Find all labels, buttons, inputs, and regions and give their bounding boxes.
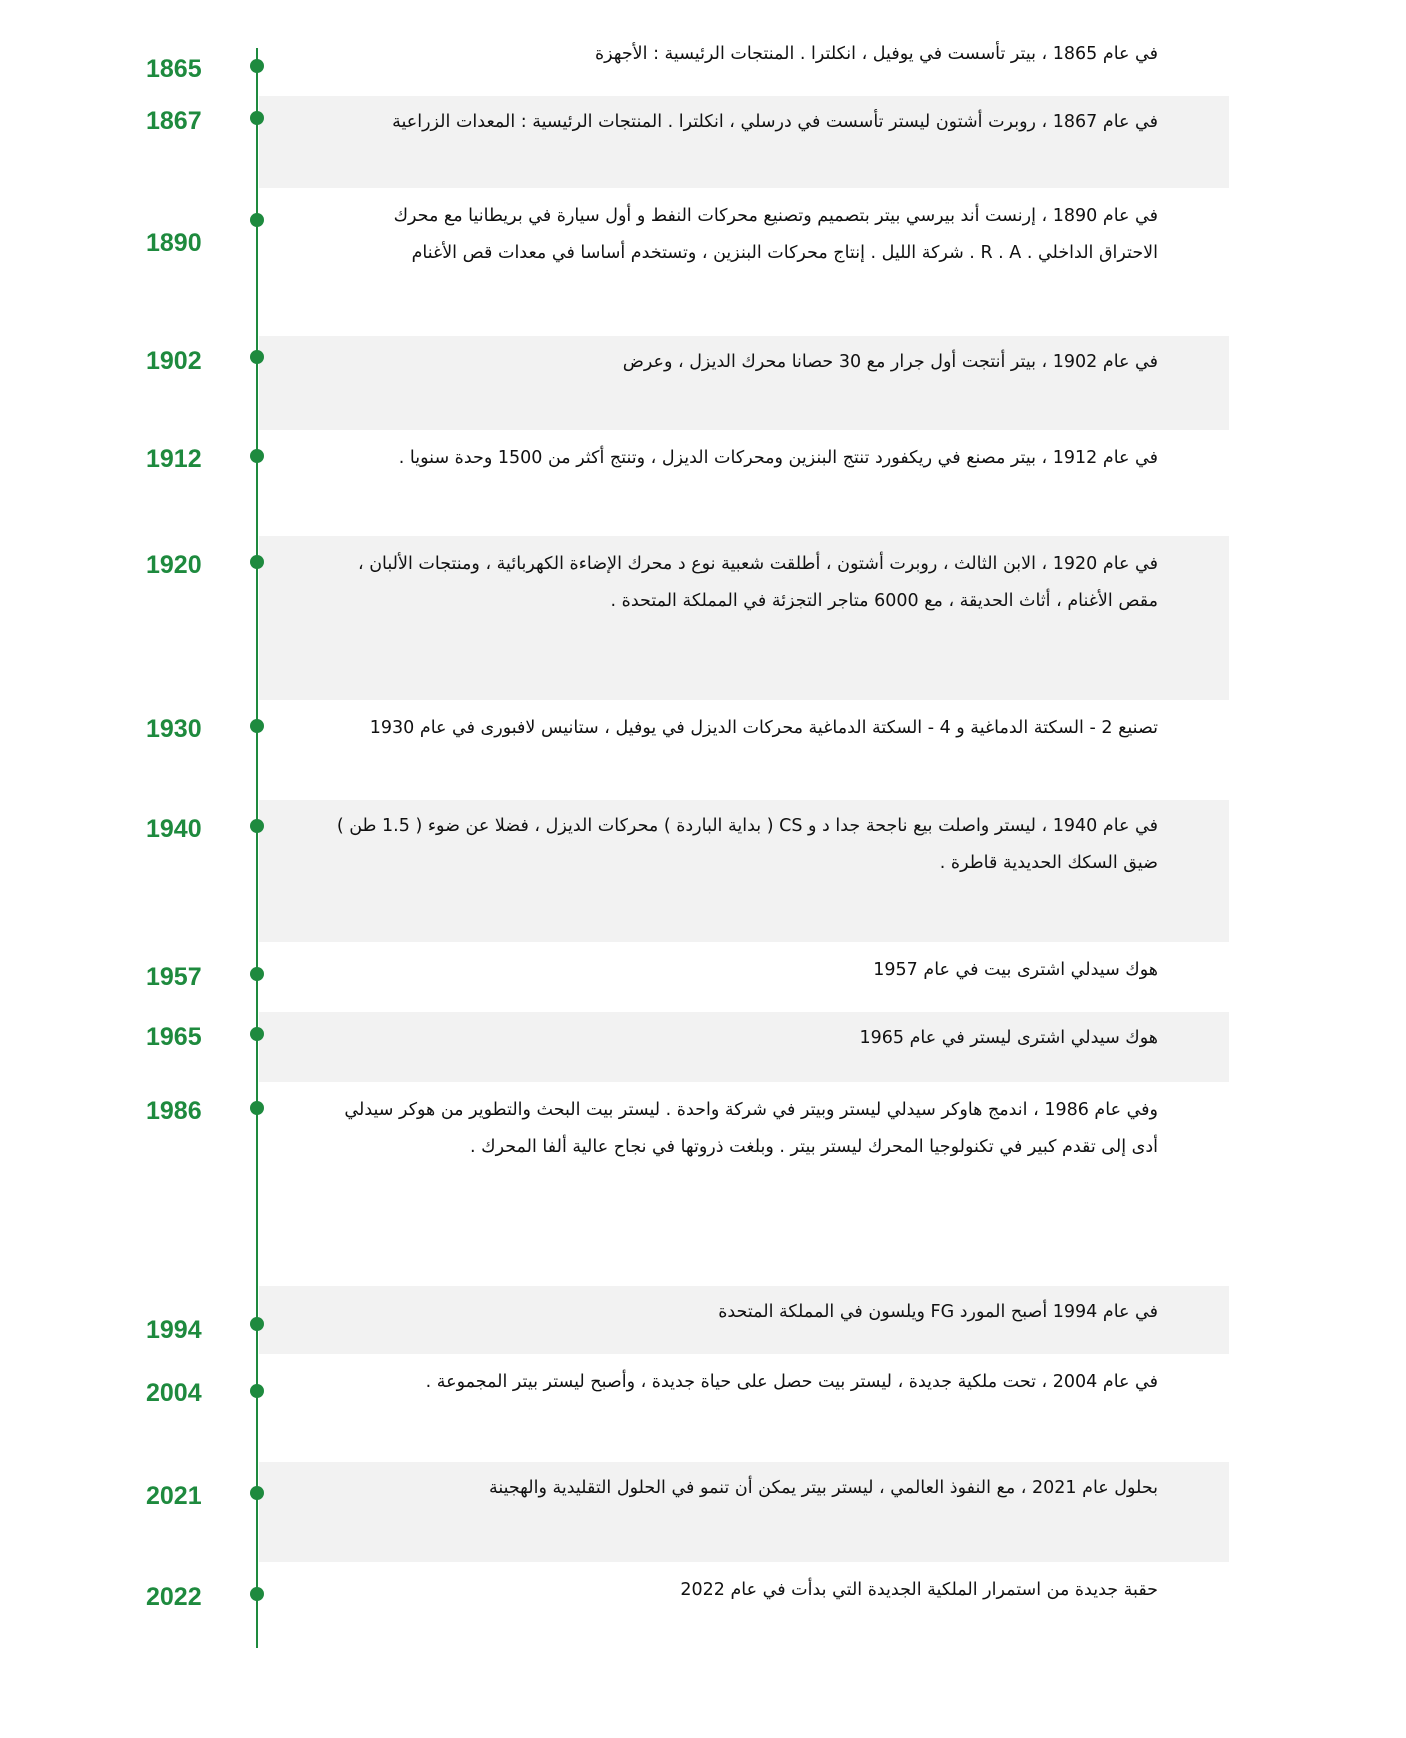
timeline-entry bbox=[0, 1462, 1406, 1562]
timeline-entry bbox=[0, 1354, 1406, 1462]
entry-description: هوك سيدلي اشترى ليستر في عام 1965 bbox=[859, 1028, 1158, 1048]
entry-year: 2021 bbox=[146, 1482, 202, 1510]
entry-year: 1965 bbox=[146, 1023, 202, 1051]
entry-description: في عام 1940 ، ليستر واصلت بيع ناجحة جدا د و CS ( بداية الباردة ) محركات الديزل ، فضلا عن ضوء ( 1.5 طن ) ضيق السكك الحديدية قاطرة . bbox=[336, 816, 1158, 873]
entry-year: 1890 bbox=[146, 229, 202, 257]
timeline-entry bbox=[0, 1082, 1406, 1286]
entry-description: بحلول عام 2021 ، مع النفوذ العالمي ، ليستر بيتر يمكن أن تنمو في الحلول التقليدية والهجينة bbox=[488, 1478, 1158, 1498]
entry-description: تصنيع 2 - السكتة الدماغية و 4 - السكتة الدماغية محركات الديزل في يوفيل ، ستانيس لافبورى في عام 1930 bbox=[369, 718, 1158, 738]
timeline-entry bbox=[0, 16, 1406, 96]
timeline-dot-icon bbox=[250, 111, 264, 125]
timeline-entry bbox=[0, 536, 1406, 700]
entry-year: 1957 bbox=[146, 963, 202, 991]
timeline-entry bbox=[0, 336, 1406, 430]
timeline-dot-icon bbox=[250, 1587, 264, 1601]
entry-year: 2004 bbox=[146, 1379, 202, 1407]
entry-year: 1902 bbox=[146, 347, 202, 375]
entry-year: 1940 bbox=[146, 815, 202, 843]
entry-year: 1930 bbox=[146, 715, 202, 743]
timeline-dot-icon bbox=[250, 719, 264, 733]
timeline-dot-icon bbox=[250, 819, 264, 833]
timeline-dot-icon bbox=[250, 213, 264, 227]
entry-description: في عام 2004 ، تحت ملكية جديدة ، ليستر بيت حصل على حياة جديدة ، وأصبح ليستر بيتر المجموعة . bbox=[425, 1372, 1158, 1392]
entry-description: في عام 1902 ، بيتر أنتجت أول جرار مع 30 حصانا محرك الديزل ، وعرض bbox=[622, 352, 1158, 372]
timeline-dot-icon bbox=[250, 1317, 264, 1331]
timeline-entry bbox=[0, 96, 1406, 188]
timeline-entry bbox=[0, 1012, 1406, 1082]
entry-description: هوك سيدلي اشترى بيت في عام 1957 bbox=[873, 960, 1158, 980]
timeline-entry bbox=[0, 1562, 1406, 1652]
timeline-dot-icon bbox=[250, 1027, 264, 1041]
entry-description: في عام 1912 ، بيتر مصنع في ريكفورد تنتج البنزين ومحركات الديزل ، وتنتج أكثر من 1500 وحدة سنويا . bbox=[398, 448, 1158, 468]
entry-description: في عام 1920 ، الابن الثالث ، روبرت أشتون ، أطلقت شعبية نوع د محرك الإضاءة الكهربائية ، ومنتجات الألبان ، مقص الأغنام ، أثاث الحديقة ، مع 6000 متاجر التجزئة في المملكة المتحدة . bbox=[357, 554, 1158, 611]
timeline-dot-icon bbox=[250, 1486, 264, 1500]
timeline-entry bbox=[0, 188, 1406, 336]
timeline-entry bbox=[0, 942, 1406, 1012]
timeline-dot-icon bbox=[250, 1101, 264, 1115]
entry-description: وفي عام 1986 ، اندمج هاوكر سيدلي ليستر وبيتر في شركة واحدة . ليستر بيت البحث والتطوير من هوكر سيدلي أدى إلى تقدم كبير في تكنولوجيا المحرك ليستر بيتر . وبلغت ذروتها في نجاح عالية ألفا المحرك . bbox=[344, 1100, 1158, 1157]
entry-year: 1912 bbox=[146, 445, 202, 473]
entry-year: 1986 bbox=[146, 1097, 202, 1125]
entry-year: 2022 bbox=[146, 1583, 202, 1611]
entry-description: في عام 1994 أصبح المورد FG ويلسون في المملكة المتحدة bbox=[718, 1302, 1158, 1322]
timeline-entry bbox=[0, 800, 1406, 942]
entry-year: 1920 bbox=[146, 551, 202, 579]
timeline-dot-icon bbox=[250, 967, 264, 981]
entry-year: 1994 bbox=[146, 1316, 202, 1344]
entry-year: 1867 bbox=[146, 107, 202, 135]
entry-description: في عام 1865 ، بيتر تأسست في يوفيل ، انكلترا . المنتجات الرئيسية : الأجهزة bbox=[594, 44, 1158, 64]
timeline-entry bbox=[0, 430, 1406, 536]
timeline-entry bbox=[0, 700, 1406, 800]
timeline-dot-icon bbox=[250, 350, 264, 364]
timeline-dot-icon bbox=[250, 59, 264, 73]
entry-description: في عام 1867 ، روبرت أشتون ليستر تأسست في درسلي ، انكلترا . المنتجات الرئيسية : المعدات الزراعية bbox=[392, 112, 1158, 132]
timeline-dot-icon bbox=[250, 1384, 264, 1398]
entry-year: 1865 bbox=[146, 55, 202, 83]
entry-description: في عام 1890 ، إرنست أند بيرسي بيتر بتصميم وتصنيع محركات النفط و أول سيارة في بريطانيا مع محرك الاحتراق الداخلي . R . A . شركة الليل . إنتاج محركات البنزين ، وتستخدم أساسا في معدات قص الأغنام bbox=[393, 206, 1158, 263]
timeline-entry bbox=[0, 1286, 1406, 1354]
timeline-dot-icon bbox=[250, 449, 264, 463]
timeline-dot-icon bbox=[250, 555, 264, 569]
entry-description: حقبة جديدة من استمرار الملكية الجديدة التي بدأت في عام 2022 bbox=[680, 1580, 1158, 1600]
